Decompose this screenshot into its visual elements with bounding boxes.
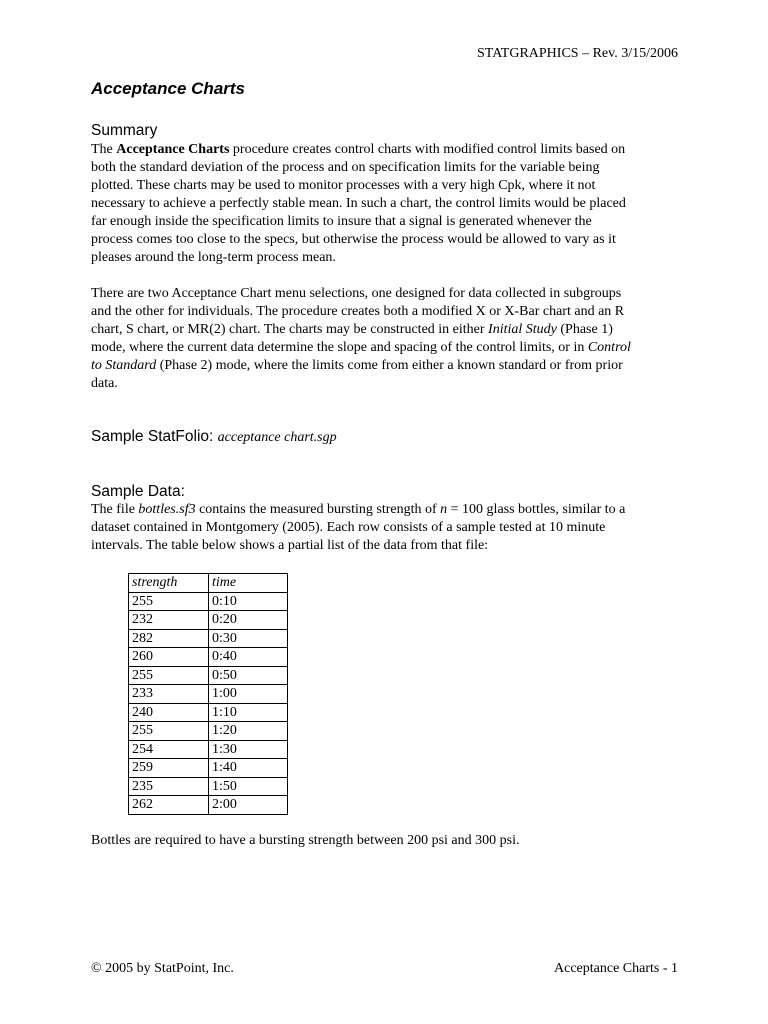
time-cell: 1:00 <box>209 685 288 704</box>
summary-heading: Summary <box>91 122 158 139</box>
strength-cell: 232 <box>129 611 209 630</box>
table-row <box>129 740 288 759</box>
strength-cell: 235 <box>129 777 209 796</box>
table-row <box>129 611 288 630</box>
strength-cell: 262 <box>129 796 209 815</box>
table-row <box>129 703 288 722</box>
time-cell: 0:10 <box>209 592 288 611</box>
time-cell: 1:10 <box>209 703 288 722</box>
spec-limits-note: Bottles are required to have a bursting strength between 200 psi and 300 psi. <box>91 833 520 848</box>
table-row <box>129 759 288 778</box>
statfolio-label: Sample StatFolio: <box>91 428 218 445</box>
page-title: Acceptance Charts <box>91 79 246 98</box>
sample-data-table <box>128 573 288 815</box>
page-header: STATGRAPHICS – Rev. 3/15/2006 <box>477 46 678 61</box>
summary-paragraph-1: The Acceptance Charts procedure creates control charts with modified control limits based on both the standard deviation of the process and on specification limits for the variable being plotted. These charts may be used to monitor processes with a very high Cpk, where it not necessary to achieve a perfectly stable mean. In such a chart, the control limits would be placed far enough inside the specification limits to insure that a signal is generated whenever the process comes too close to the specs, but otherwise the process would be allowed to vary as it pleases around the long-term process mean. <box>91 142 626 265</box>
time-cell: 0:40 <box>209 648 288 667</box>
sample-data-heading: Sample Data: <box>91 483 185 500</box>
sample-statfolio <box>91 428 337 446</box>
table-row <box>129 592 288 611</box>
time-cell: 0:20 <box>209 611 288 630</box>
strength-cell: 255 <box>129 666 209 685</box>
table-row <box>129 777 288 796</box>
footer-page-label: Acceptance Charts - 1 <box>554 961 678 976</box>
strength-cell: 259 <box>129 759 209 778</box>
time-cell: 0:50 <box>209 666 288 685</box>
sample-data-paragraph: The file bottles.sf3 contains the measured bursting strength of n = 100 glass bottles, similar to a dataset contained in Montgomery (2005). Each row consists of a sample tested at 10 minute intervals. The table below shows a partial list of the data from that file: <box>91 502 626 553</box>
footer-copyright: © 2005 by StatPoint, Inc. <box>91 961 234 976</box>
strength-cell: 254 <box>129 740 209 759</box>
table-row <box>129 666 288 685</box>
table-row <box>129 796 288 815</box>
strength-cell: 282 <box>129 629 209 648</box>
table-header-row <box>129 574 288 593</box>
strength-cell: 260 <box>129 648 209 667</box>
time-cell: 2:00 <box>209 796 288 815</box>
table-row <box>129 629 288 648</box>
table-row <box>129 648 288 667</box>
strength-cell: 255 <box>129 592 209 611</box>
time-cell: 0:30 <box>209 629 288 648</box>
strength-cell: 240 <box>129 703 209 722</box>
statfolio-filename: acceptance chart.sgp <box>217 430 337 445</box>
strength-cell: 255 <box>129 722 209 741</box>
table-row <box>129 722 288 741</box>
column-header-strength: strength <box>129 574 209 593</box>
table-row <box>129 685 288 704</box>
summary-paragraph-2: There are two Acceptance Chart menu selections, one designed for data collected in subgroups and the other for individuals. The procedure creates both a modified X or X-Bar chart and an R chart, S chart, or MR(2) chart. The charts may be constructed in either Initial Study (Phase 1) mode, where the current data determine the slope and spacing of the control limits, or in Control to Standard (Phase 2) mode, where the limits come from either a known standard or from prior data. <box>91 286 631 391</box>
time-cell: 1:40 <box>209 759 288 778</box>
strength-cell: 233 <box>129 685 209 704</box>
time-cell: 1:30 <box>209 740 288 759</box>
time-cell: 1:50 <box>209 777 288 796</box>
column-header-time: time <box>209 574 288 593</box>
time-cell: 1:20 <box>209 722 288 741</box>
